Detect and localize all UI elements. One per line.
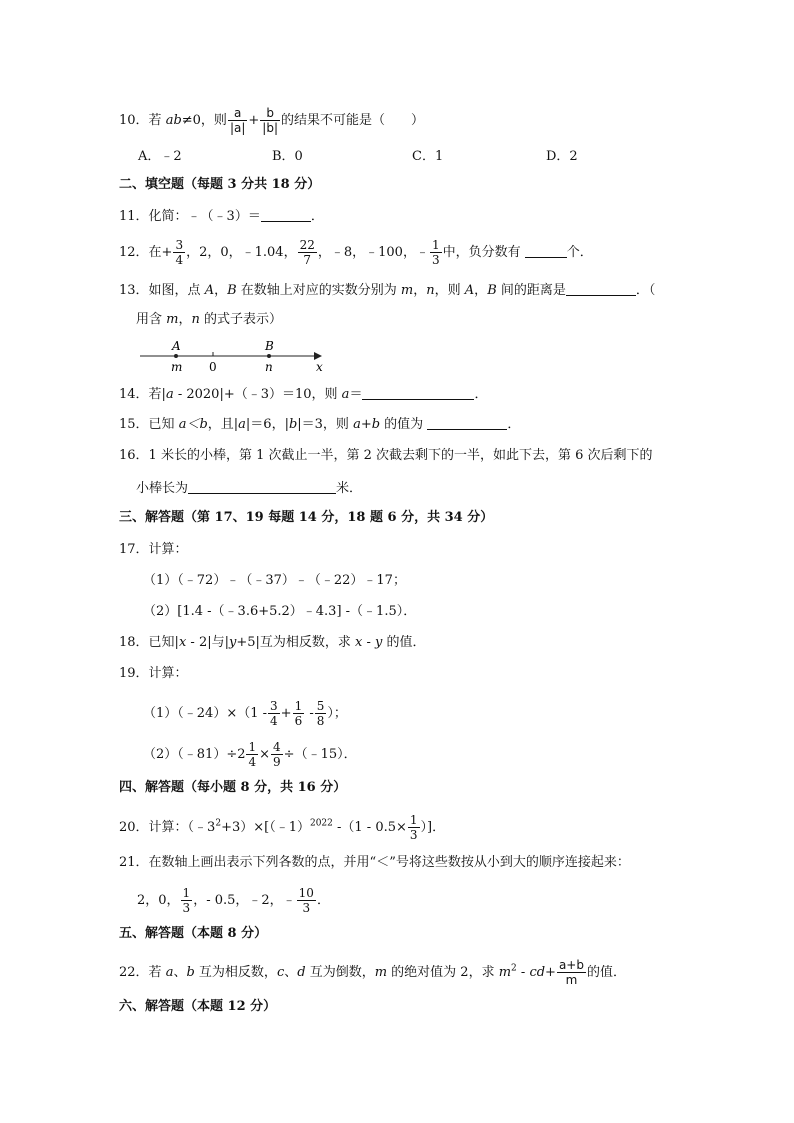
question-15: 15．已知 a＜b，且|a|＝6，|b|＝3，则 a+b 的值为 ． [119, 417, 521, 432]
answer-blank [566, 282, 636, 296]
choice-c: C．1 [412, 149, 444, 164]
question-16: 16．1 米长的小棒，第 1 次截止一半，第 2 次截去剩下的一半，如此下去，第 6 次后剩下的 [119, 448, 653, 463]
section-heading-5: 五、解答题（本题 8 分） [119, 926, 268, 941]
answer-blank [525, 244, 567, 258]
choice-a: A．﹣2 [138, 149, 182, 164]
question-17-part2: （2）[1.4 -（﹣3.6+5.2）﹣4.3] -（﹣1.5）． [143, 604, 417, 619]
choice-d: D．2 [546, 149, 578, 164]
question-19: 19．计算： [119, 666, 188, 681]
answer-blank [427, 416, 507, 430]
label-b: B [265, 339, 274, 353]
question-13-line2: 用含 m，n 的式子表示） [136, 312, 282, 327]
answer-blank [188, 480, 336, 494]
axis-arrow [314, 352, 322, 360]
question-19-part2: （2）（﹣81）÷2 $\frac{1}{4}$ × $\frac{4}{9}$ ÷（﹣15）． [143, 740, 357, 769]
question-17-part1: （1）（﹣72）﹣（﹣37）﹣（﹣22）﹣17； [143, 573, 406, 588]
number-line-figure [138, 336, 338, 376]
section-heading-2: 二、填空题（每题 3 分共 18 分） [119, 177, 321, 192]
section-heading-4: 四、解答题（每小题 8 分，共 16 分） [119, 780, 347, 795]
section-heading-6: 六、解答题（本题 12 分） [119, 999, 277, 1014]
fraction: $\frac{a}{|a|}$ [229, 106, 246, 135]
question-17: 17．计算： [119, 542, 188, 557]
label-a: A [172, 339, 181, 353]
point-b [267, 354, 271, 358]
point-a [174, 354, 178, 358]
label-zero: 0 [209, 360, 217, 374]
section-heading-3: 三、解答题（第 17、19 每题 14 分，18 题 6 分，共 34 分） [119, 510, 494, 525]
fraction: $\frac{b}{|b|}$ [262, 106, 278, 135]
question-19-part1: （1）（﹣24）×（1 - $\frac{3}{4}$ + $\frac{1}{6}$ - $\frac{5}{8}$ ）； [143, 699, 347, 728]
question-10: 10．若 ab≠0，则 $\frac{a}{|a|}$ + $\frac{b}{|b|}$ 的结果不可能是（ ） [119, 106, 425, 135]
choice-b: B．0 [272, 149, 303, 164]
question-11: 11．化简：﹣（﹣3）＝ ． [119, 209, 324, 224]
question-16-line2: 小棒长为 米． [136, 481, 363, 496]
question-20: 20．计算：$(﹣3^2+3)\times[(﹣1)^{2022}$ -（1 - 0.5× $\frac{1}{3}$ ）]． [119, 813, 446, 842]
answer-blank [362, 386, 474, 400]
question-22: 22．若 a、b 互为相反数，c、d 互为倒数，m 的绝对值为 2，求 $m^2 - cd+$ $\frac{a+b}{m}$ 的值． [119, 958, 626, 987]
label-m: m [171, 360, 183, 374]
question-13: 13．如图，点 A，B 在数轴上对应的实数分别为 m，n，则 A，B 间的距离是 ．（ [119, 283, 656, 298]
question-21-numbers: 2，0， $\frac{1}{3}$ ，- 0.5，﹣2，﹣ $\frac{10}{3}$ ． [137, 886, 330, 915]
label-n: n [265, 360, 273, 374]
question-18: 18．已知|x - 2|与|y+5|互为相反数，求 x - y 的值． [119, 635, 426, 650]
question-21: 21．在数轴上画出表示下列各数的点，并用“＜”号将这些数按从小到大的顺序连接起来： [119, 855, 630, 870]
label-x: x [316, 360, 323, 374]
answer-blank [261, 208, 311, 222]
question-14: 14．若|a - 2020|+（﹣3）＝10，则 a＝ ． [119, 387, 488, 402]
question-12: 12．在+ $\frac{3}{4}$ ，2，0，﹣1.04， $\frac{22}{7}$ ，﹣8，﹣100，﹣ $\frac{1}{3}$ 中，负分数有 个． [119, 238, 593, 267]
